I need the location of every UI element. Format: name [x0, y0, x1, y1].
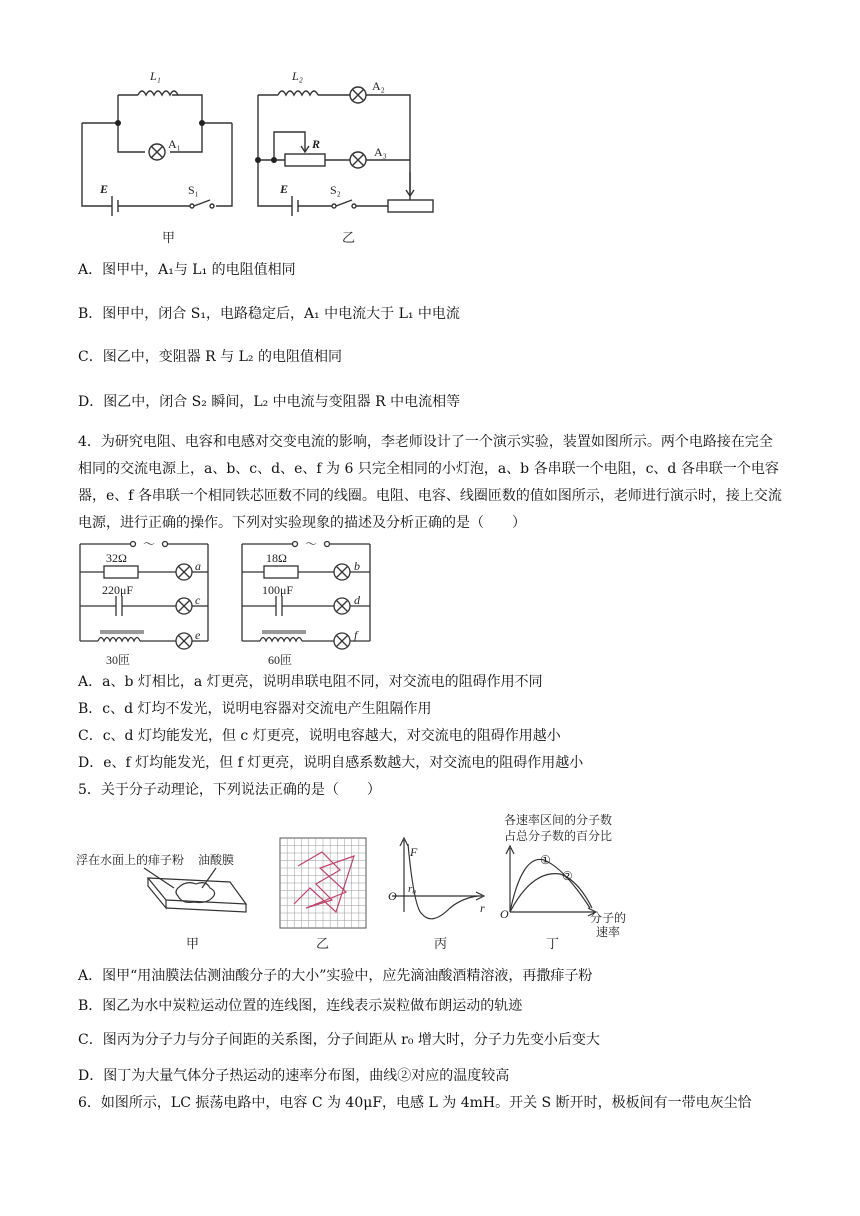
bing-r-label: r: [480, 901, 485, 915]
caption-jia: 甲: [162, 230, 176, 245]
figure-ac-circuits: [72, 534, 382, 666]
figure-molecular-theory: [70, 808, 640, 958]
ac-source-left: ～: [143, 537, 156, 551]
label-A2: A₂: [372, 79, 385, 93]
q4-option-c: C．c、d 灯均能发光，但 c 灯更亮，说明电容越大，对交流电的阻碍作用越小: [78, 728, 561, 744]
label-A1: A₁: [168, 137, 181, 151]
bing-F-label: F: [410, 845, 418, 859]
q5-option-c: C．图丙为分子力与分子间距的关系图，分子间距从 r₀ 增大时，分子力先变小后变大: [78, 1032, 600, 1048]
ding-curve1: ①: [540, 853, 551, 867]
lamp-c-label: c: [195, 593, 201, 607]
caption-bing: 丙: [434, 936, 448, 951]
jia-label-powder: 浮在水面上的痱子粉: [76, 853, 185, 867]
panel-ding: [500, 812, 626, 951]
q4-stem: 4．为研究电阻、电容和电感对交变电流的影响，李老师设计了一个演示实验，装置如图所示。两个电路接在完全相同的交流电源上，a、b、c、d、e、f 为 6 只完全相同的小灯泡，a、b 各串联一个电阻，c、d 各串联一个电容器，e、f 各串联一个相同铁芯匝数不同的线圈。电阻、电容、线圈匝数的值如图所示，老师进行演示时，接上交流电源，进行正确的操作。下列对实验现象的描述及分析正确的是（ ）: [78, 434, 782, 531]
ding-xlabel-line2: 速率: [596, 925, 621, 939]
resistor-left-value: 32Ω: [106, 551, 127, 565]
caption-jia2: 甲: [186, 936, 200, 951]
caption-yi: 乙: [342, 230, 356, 245]
resistor-right-value: 18Ω: [266, 551, 287, 565]
ding-curve2: ②: [562, 869, 573, 883]
label-L2: L₂: [292, 69, 303, 83]
q3-option-a: A．图甲中，A₁与 L₁ 的电阻值相同: [78, 262, 296, 278]
lamp-d-label: d: [354, 593, 360, 607]
label-E2: E: [280, 182, 289, 196]
ac-source-right: ～: [305, 537, 318, 551]
panel-bing: [388, 838, 485, 951]
panel-yi: [280, 838, 366, 951]
bing-O-label: O: [388, 889, 397, 903]
cap-right-value: 100μF: [262, 583, 294, 597]
lamp-e-label: e: [195, 628, 201, 642]
q4-option-a: A．a、b 灯相比，a 灯更亮，说明串联电阻不同，对交流电的阻碍作用不同: [78, 674, 543, 690]
q3-option-d: D．图乙中，闭合 S₂ 瞬间，L₂ 中电流与变阻器 R 中电流相等: [78, 394, 461, 410]
label-S1: S₁: [188, 183, 199, 197]
ding-ylabel-line1: 各速率区间的分子数: [504, 813, 613, 827]
cap-left-value: 220μF: [102, 583, 134, 597]
label-S2: S₂: [330, 183, 341, 197]
label-E: E: [100, 182, 109, 196]
q3-option-b: B．图甲中，闭合 S₁，电路稳定后，A₁ 中电流大于 L₁ 中电流: [78, 306, 460, 322]
jia-label-film: 油酸膜: [198, 853, 235, 867]
ding-O-label: O: [500, 907, 509, 921]
coil-left-value: 30匝: [106, 653, 131, 666]
label-L1: L₁: [150, 69, 161, 83]
lamp-a-label: a: [195, 559, 201, 573]
q5-option-d: D．图丁为大量气体分子热运动的速率分布图，曲线②对应的温度较高: [78, 1068, 510, 1084]
figure-inductor-circuits: [70, 60, 450, 250]
q5-stem: 5．关于分子动理论，下列说法正确的是（ ）: [78, 782, 381, 798]
label-A3: A₃: [374, 145, 387, 159]
q6-stem: 6．如图所示，LC 振荡电路中，电容 C 为 40μF，电感 L 为 4mH。开关 S 断开时，极板间有一带电灰尘恰: [78, 1095, 752, 1111]
q5-option-a: A．图甲“用油膜法估测油酸分子的大小”实验中，应先滴油酸酒精溶液，再撒痱子粉: [78, 968, 593, 984]
lamp-f-label: f: [354, 628, 358, 642]
q5-option-b: B．图乙为水中炭粒运动位置的连线图，连线表示炭粒做布朗运动的轨迹: [78, 998, 523, 1014]
q4-option-d: D．e、f 灯均能发光，但 f 灯更亮，说明自感系数越大，对交流电的阻碍作用越小: [78, 755, 584, 771]
caption-ding: 丁: [546, 936, 560, 951]
caption-yi2: 乙: [316, 936, 330, 951]
q3-option-c: C．图乙中，变阻器 R 与 L₂ 的电阻值相同: [78, 349, 342, 365]
lamp-b-label: b: [354, 559, 360, 573]
bing-r0-label: r₀: [408, 883, 417, 895]
ding-ylabel-line2: 占总分子数的百分比: [504, 829, 613, 843]
q4-option-b: B．c、d 灯均不发光，说明电容器对交流电产生阻隔作用: [78, 701, 432, 717]
coil-right-value: 60匝: [268, 653, 293, 666]
label-R: R: [312, 137, 321, 151]
ding-xlabel-line1: 分子的: [590, 911, 627, 925]
panel-jia: [76, 852, 246, 951]
